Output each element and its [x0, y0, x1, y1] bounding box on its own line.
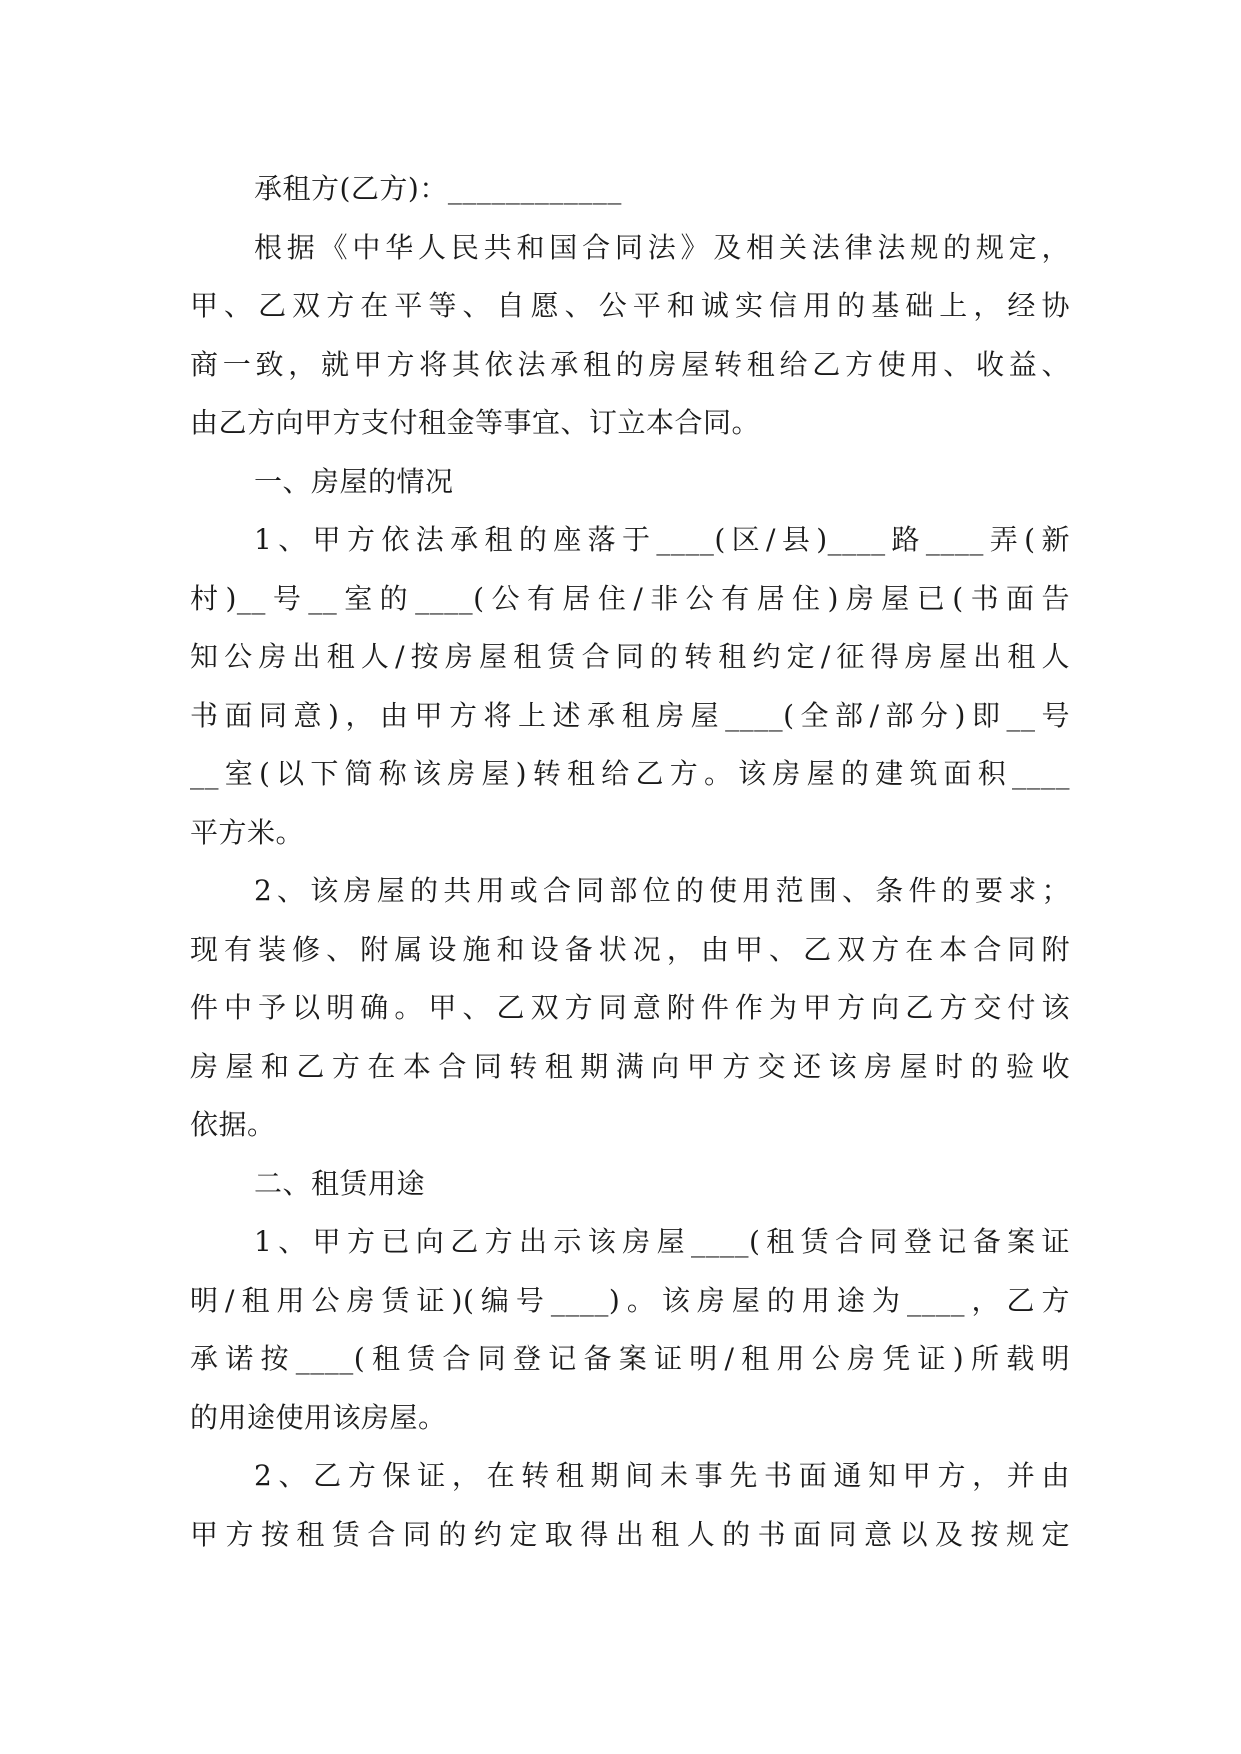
- text-line: 平方米。: [190, 815, 305, 849]
- text-line: 二、租赁用途: [254, 1166, 426, 1200]
- document-body: [190, 160, 1070, 1564]
- text-line: 2、乙方保证，在转租期间未事先书面通知甲方，并由: [254, 1459, 1070, 1492]
- text-line: 一、房屋的情况: [254, 464, 454, 498]
- text-line: 1、甲方依法承租的座落于____(区/县)____路____弄(新: [254, 523, 1070, 556]
- text-line: 明/租用公房赁证)(编号____)。该房屋的用途为____，乙方: [190, 1283, 1070, 1317]
- text-line: 件中予以明确。甲、乙双方同意附件作为甲方向乙方交付该: [190, 991, 1070, 1024]
- text-line: 承租方(乙方)：____________: [254, 172, 622, 205]
- text-line: 知公房出租人/按房屋租赁合同的转租约定/征得房屋出租人: [190, 640, 1070, 673]
- text-line: 房屋和乙方在本合同转租期满向甲方交还该房屋时的验收: [190, 1049, 1070, 1083]
- text-line: 商一致，就甲方将其依法承租的房屋转租给乙方使用、收益、: [190, 347, 1070, 381]
- text-line: 1、甲方已向乙方出示该房屋____(租赁合同登记备案证: [254, 1225, 1070, 1258]
- text-line: 现有装修、附属设施和设备状况，由甲、乙双方在本合同附: [190, 932, 1070, 966]
- text-line: 书面同意)，由甲方将上述承租房屋____(全部/部分)即__号: [190, 698, 1070, 732]
- text-line: 依据。: [190, 1108, 276, 1141]
- text-line: 根据《中华人民共和国合同法》及相关法律法规的规定，: [254, 230, 1070, 264]
- text-line: __室(以下简称该房屋)转租给乙方。该房屋的建筑面积____: [190, 757, 1070, 790]
- text-line: 甲方按租赁合同的约定取得出租人的书面同意以及按规定: [190, 1517, 1070, 1551]
- text-line: 的用途使用该房屋。: [190, 1400, 447, 1434]
- text-line: 2、该房屋的共用或合同部位的使用范围、条件的要求；: [254, 874, 1070, 907]
- text-line: 村)__号__室的____(公有居住/非公有居住)房屋已(书面告: [190, 581, 1070, 615]
- text-line: 由乙方向甲方支付租金等事宜、订立本合同。: [190, 406, 761, 439]
- text-line: 承诺按____(租赁合同登记备案证明/租用公房凭证)所载明: [190, 1342, 1070, 1375]
- text-line: 甲、乙双方在平等、自愿、公平和诚实信用的基础上，经协: [190, 289, 1070, 322]
